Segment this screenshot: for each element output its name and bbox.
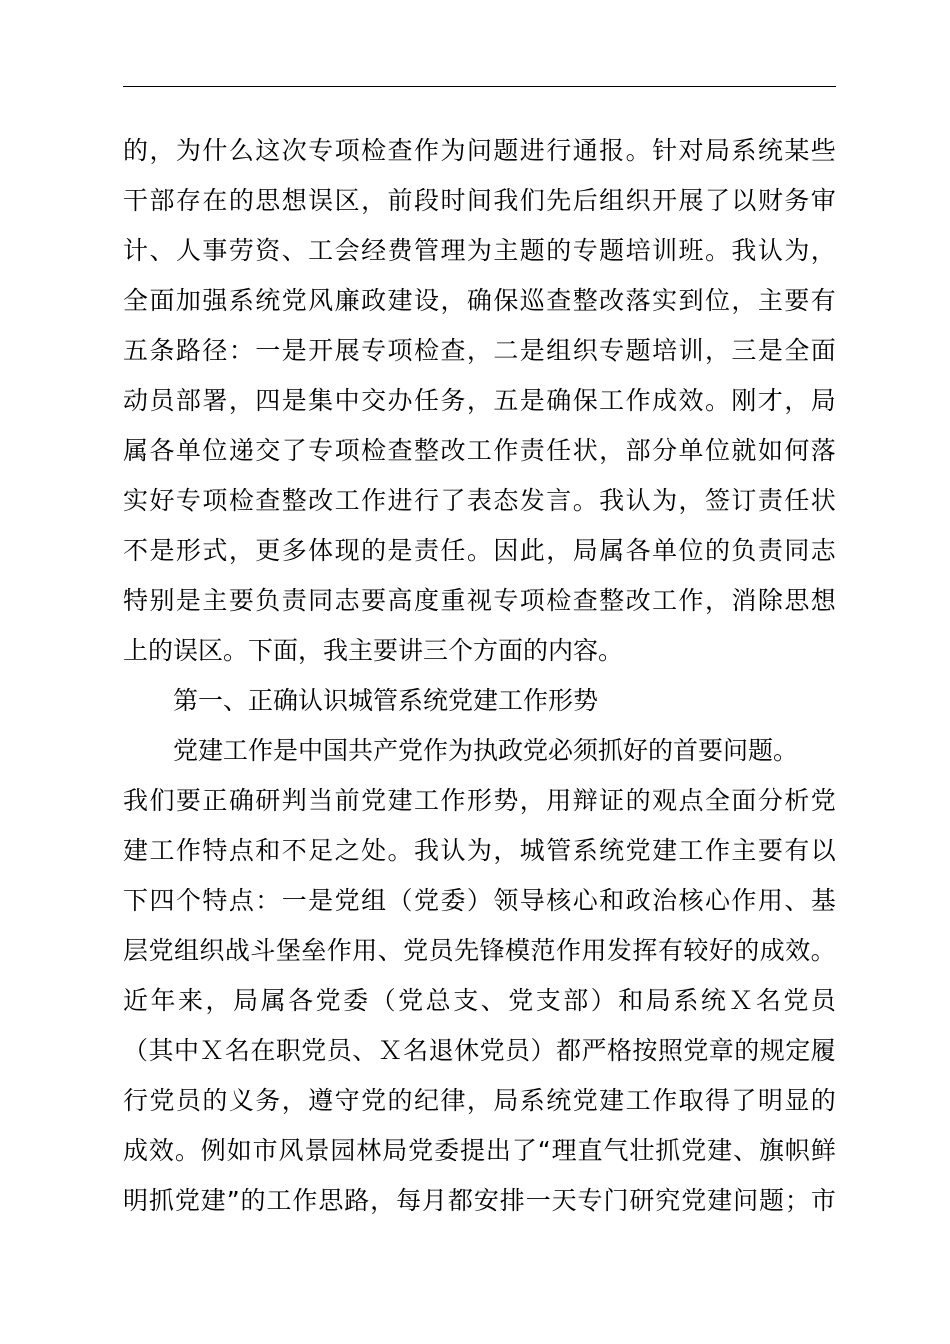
text-line: 我 们 要 正 确 研 判 当 前 党 建 工 作 形 势 ， 用 辩 证 的 观 点 全 面 分 析 党 bbox=[123, 786, 836, 815]
text-line: 建 工 作 特 点 和 不 足 之 处 。 我 认 为 ， 城 管 系 统 党 建 工 作 主 要 有 以 bbox=[123, 836, 836, 865]
text-line: 明 抓 党 建 ” 的 工 作 思 路 ， 每 月 都 安 排 一 天 专 门 研 究 党 建 问 题 ； 市 bbox=[123, 1186, 836, 1215]
text-line: 全 面 加 强 系 统 党 风 廉 政 建 设 ， 确 保 巡 查 整 改 落 实 到 位 ， 主 要 有 bbox=[123, 286, 836, 315]
text-line: 的 ， 为 什 么 这 次 专 项 检 查 作 为 问 题 进 行 通 报 。 针 对 局 系 统 某 些 bbox=[123, 136, 836, 165]
header-rule bbox=[123, 86, 836, 87]
text-line: 成 效 。 例 如 市 风 景 园 林 局 党 委 提 出 了 “ 理 直 气 壮 抓 党 建 、 旗 帜 鲜 bbox=[123, 1136, 836, 1165]
section-heading: 第一、正确认识城管系统党建工作形势 bbox=[173, 686, 599, 715]
text-line: 属 各 单 位 递 交 了 专 项 检 查 整 改 工 作 责 任 状 ， 部 分 单 位 就 如 何 落 bbox=[123, 436, 836, 465]
text-line: 特 别 是 主 要 负 责 同 志 要 高 度 重 视 专 项 检 查 整 改 工 作 ， 消 除 思 想 bbox=[123, 586, 836, 615]
text-line: 干 部 存 在 的 思 想 误 区 ， 前 段 时 间 我 们 先 后 组 织 开 展 了 以 财 务 审 bbox=[123, 186, 836, 215]
text-line: 不 是 形 式 ， 更 多 体 现 的 是 责 任 。 因 此 ， 局 属 各 单 位 的 负 责 同 志 bbox=[123, 536, 836, 565]
text-line: 实 好 专 项 检 查 整 改 工 作 进 行 了 表 态 发 言 。 我 认 为 ， 签 订 责 任 状 bbox=[123, 486, 836, 515]
text-line: 上的误区。下面，我主要讲三个方面的内容。 bbox=[123, 636, 624, 665]
text-line: 行 党 员 的 义 务 ， 遵 守 党 的 纪 律 ， 局 系 统 党 建 工 作 取 得 了 明 显 的 bbox=[123, 1086, 836, 1115]
text-line: 层 党 组 织 战 斗 堡 垒 作 用 、 党 员 先 锋 模 范 作 用 发 挥 有 较 好 的 成 效 。 bbox=[123, 936, 836, 965]
text-line: 近 年 来 ， 局 属 各 党 委 （ 党 总 支 、 党 支 部 ） 和 局 系 统 Ｘ 名 党 员 bbox=[123, 986, 836, 1015]
text-line: （ 其 中 Ｘ 名 在 职 党 员 、 Ｘ 名 退 休 党 员 ） 都 严 格 按 照 党 章 的 规 定 履 bbox=[123, 1036, 836, 1065]
document-body bbox=[123, 126, 836, 1226]
text-line: 下 四 个 特 点 ： 一 是 党 组 （ 党 委 ） 领 导 核 心 和 政 治 核 心 作 用 、 基 bbox=[123, 886, 836, 915]
text-line: 五 条 路 径 ： 一 是 开 展 专 项 检 查 ， 二 是 组 织 专 题 培 训 ， 三 是 全 面 bbox=[123, 336, 836, 365]
text-line: 计 、 人 事 劳 资 、 工 会 经 费 管 理 为 主 题 的 专 题 培 训 班 。 我 认 为 ， bbox=[123, 236, 836, 265]
text-line: 党建工作是中国共产党作为执政党必须抓好的首要问题。 bbox=[173, 736, 799, 765]
text-line: 动 员 部 署 ， 四 是 集 中 交 办 任 务 ， 五 是 确 保 工 作 成 效 。 刚 才 ， 局 bbox=[123, 386, 836, 415]
